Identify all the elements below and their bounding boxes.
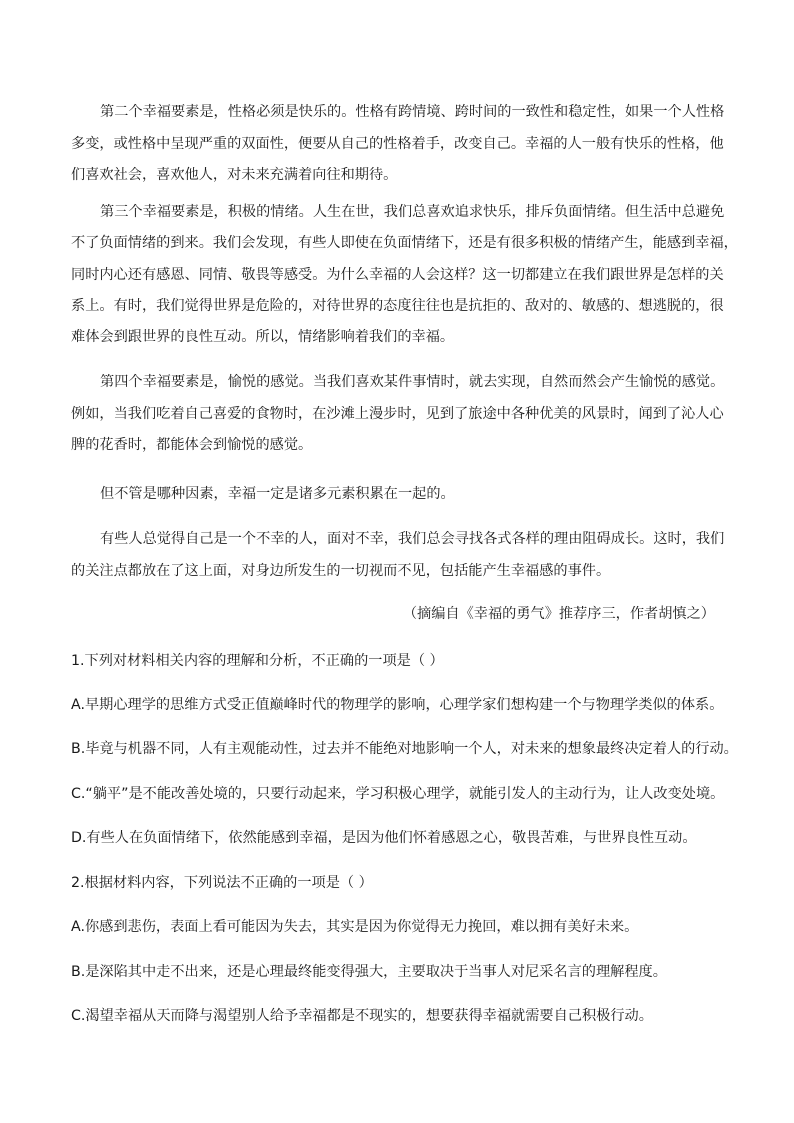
text-line: 有些人总觉得自己是一个不幸的人，面对不幸，我们总会寻找各式各样的理由阻碍成长。这时，我们 <box>100 531 725 547</box>
text-line: 的关注点都放在了这上面，对身边所发生的一切视而不见，包括能产生幸福感的事件。 <box>71 563 611 579</box>
text-line: 但不管是哪种因素，幸福一定是诸多元素积累在一起的。 <box>100 486 455 502</box>
question-1-stem: 1.下列对材料相关内容的理解和分析，不正确的一项是（ ） <box>71 653 444 669</box>
question-2-option-c: C.渴望幸福从天而降与渴望别人给予幸福都是不现实的，想要获得幸福就需要自己积极行动。 <box>71 1008 653 1024</box>
text-line: 难体会到跟世界的良性互动。所以，情绪影响着我们的幸福。 <box>71 329 455 345</box>
question-1-option-c: C.“躺平”是不能改善处境的，只要行动起来，学习积极心理学，就能引发人的主动行为，让人改变处境。 <box>71 786 725 802</box>
text-line: 第三个幸福要素是，积极的情绪。人生在世，我们总喜欢追求快乐，排斥负面情绪。但生活中总避免 <box>100 204 725 220</box>
text-line: 脾的花香时，都能体会到愉悦的感觉。 <box>71 437 313 453</box>
source-attribution: （摘编自《幸福的勇气》推荐序三，作者胡慎之） <box>402 606 715 622</box>
question-2-option-a: A.你感到悲伤，表面上看可能因为失去，其实是因为你觉得无力挽回，难以拥有美好未来。 <box>71 919 639 935</box>
text-line: 不了负面情绪的到来。我们会发现，有些人即使在负面情绪下，还是有很多积极的情绪产生，能感到幸福， <box>71 235 738 251</box>
text-line: 第二个幸福要素是，性格必须是快乐的。性格有跨情境、跨时间的一致性和稳定性，如果一个人性格 <box>100 104 725 120</box>
text-line: 多变，或性格中呈现严重的双面性，便要从自己的性格着手，改变自己。幸福的人一般有快乐的性格，他 <box>71 136 724 152</box>
question-2-option-b: B.是深陷其中走不出来，还是心理最终能变得强大，主要取决于当事人对尼采名言的理解程度。 <box>71 964 667 980</box>
question-1-option-d: D.有些人在负面情绪下，依然能感到幸福，是因为他们怀着感恩之心，敬畏苦难，与世界良性互动。 <box>71 830 697 846</box>
text-line: 系上。有时，我们觉得世界是危险的，对待世界的态度往往也是抗拒的、敌对的、敏感的、想逃脱的，很 <box>71 298 724 314</box>
question-1-option-a: A.早期心理学的思维方式受正值巅峰时代的物理学的影响，心理学家们想构建一个与物理学类似的体系。 <box>71 697 724 713</box>
text-line: 同时内心还有感恩、同情、敬畏等感受。为什么幸福的人会这样？这一切都建立在我们跟世界是怎样的关 <box>71 267 724 283</box>
text-line: 例如，当我们吃着自己喜爱的食物时，在沙滩上漫步时，见到了旅途中各种优美的风景时，闻到了沁人心 <box>71 406 724 422</box>
text-line: 第四个幸福要素是，愉悦的感觉。当我们喜欢某件事情时，就去实现，自然而然会产生愉悦的感觉。 <box>100 374 725 390</box>
question-1-option-b: B.毕竟与机器不同，人有主观能动性，过去并不能绝对地影响一个人，对未来的想象最终决定着人的行动。 <box>71 741 738 757</box>
question-2-stem: 2.根据材料内容，下列说法不正确的一项是（ ） <box>71 875 373 891</box>
text-line: 们喜欢社会，喜欢他人，对未来充满着向往和期待。 <box>71 167 398 183</box>
